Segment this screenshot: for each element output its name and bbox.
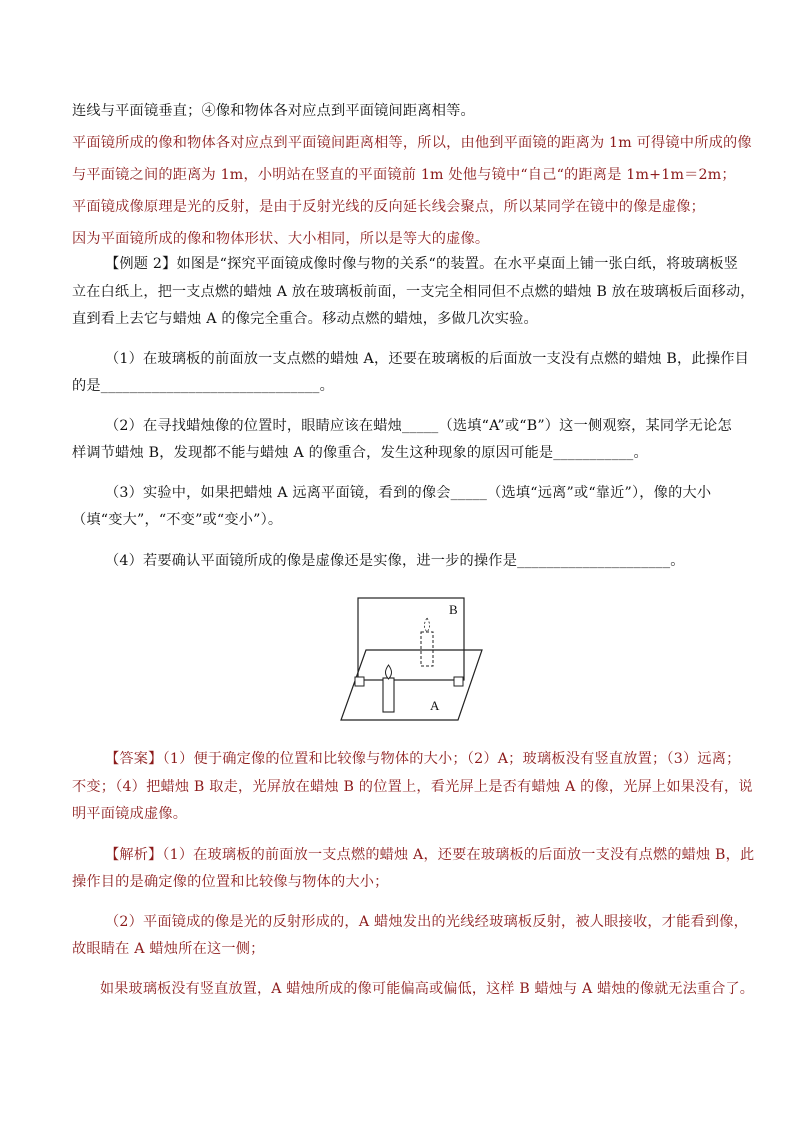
analysis-line1: 【解析】（1）在玻璃板的前面放一支点燃的蜡烛 A，还要在玻璃板的后面放一支没有点燃的蜡烛 B，此 [105, 847, 755, 863]
line-p4: 因为平面镜所成的像和物体形状、大小相同，所以是等大的虚像。 [72, 231, 490, 247]
example2-line3: 直到看上去它与蜡烛 A 的像完全重合。移动点燃的蜡烛，多做几次实验。 [72, 311, 538, 327]
block-left [355, 677, 364, 686]
analysis-line4: 故眼睛在 A 蜡烛所在这一侧； [72, 941, 265, 957]
candle-a [383, 678, 394, 712]
question1-line1: （1）在玻璃板的前面放一支点燃的蜡烛 A，还要在玻璃板的后面放一支没有点燃的蜡烛 B，此操作目 [105, 351, 749, 367]
line-p2b: 与平面镜之间的距离为 1m，小明站在竖直的平面镜前 1m 处他与镜中“自己“的距离是 1m+1m＝2m； [72, 167, 736, 183]
question2-line2: 样调节蜡烛 B，发现都不能与蜡烛 A 的像重合，发生这种现象的原因可能是___________。 [72, 445, 648, 461]
answer-line2: 不变；（4）把蜡烛 B 取走，光屏放在蜡烛 B 的位置上，看光屏上是否有蜡烛 A 的像，光屏上如果没有，说 [72, 779, 753, 795]
candle-b-flame [424, 618, 429, 632]
question3-line2: （填“变大”，“不变”或“变小”）。 [72, 512, 283, 528]
analysis-line3: （2）平面镜成的像是光的反射形成的，A 蜡烛发出的光线经玻璃板反射，被人眼接收，才能看到像， [105, 914, 749, 930]
example2-line2: 立在白纸上，把一支点燃的蜡烛 A 放在玻璃板前面，一支完全相同但不点燃的蜡烛 B 放在玻璃板后面移动， [72, 284, 755, 300]
analysis-line5: 如果玻璃板没有竖直放置，A 蜡烛所成的像可能偏高或偏低，这样 B 蜡烛与 A 蜡烛的像就无法重合了。 [100, 981, 755, 997]
candle-a-flame [385, 665, 391, 679]
question1-line2: 的是______________________________。 [72, 378, 334, 394]
candle-b [421, 632, 433, 666]
line-p2a: 平面镜所成的像和物体各对应点到平面镜间距离相等，所以，由他到平面镜的距离为 1m 可得镜中所成的像 [72, 135, 752, 151]
answer-line3: 明平面镜成虚像。 [72, 806, 188, 822]
line-p3: 平面镜成像原理是光的反射，是由于反射光线的反向延长线会聚点，所以某同学在镜中的像是虚像； [72, 199, 706, 215]
mirror-candle-diagram [336, 592, 486, 728]
answer-line1: 【答案】（1）便于确定像的位置和比较像与物体的大小；（2）A；玻璃板没有竖直放置；（3）远离； [105, 751, 741, 767]
analysis-line2: 操作目的是确定像的位置和比较像与物体的大小； [72, 874, 389, 890]
question3-line1: （3）实验中，如果把蜡烛 A 远离平面镜，看到的像会_____（选填“远离”或“靠近”），像的大小 [105, 485, 712, 501]
example2-line1: 【例题 2】如图是“探究平面镜成像时像与物的关系“的装置。在水平桌面上铺一张白纸，将玻璃板竖 [105, 256, 739, 272]
label-a: A [430, 698, 440, 713]
label-b: B [449, 602, 458, 617]
question2-line1: （2）在寻找蜡烛像的位置时，眼睛应该在蜡烛_____（选填“A”或“B”）这一侧观察，某同学无论怎 [105, 418, 732, 434]
line-p1: 连线与平面镜垂直；④像和物体各对应点到平面镜间距离相等。 [72, 103, 475, 119]
question4-line: （4）若要确认平面镜所成的像是虚像还是实像，进一步的操作是_____________________。 [105, 553, 685, 569]
block-right [454, 677, 463, 686]
mirror-candle-svg [336, 592, 486, 728]
